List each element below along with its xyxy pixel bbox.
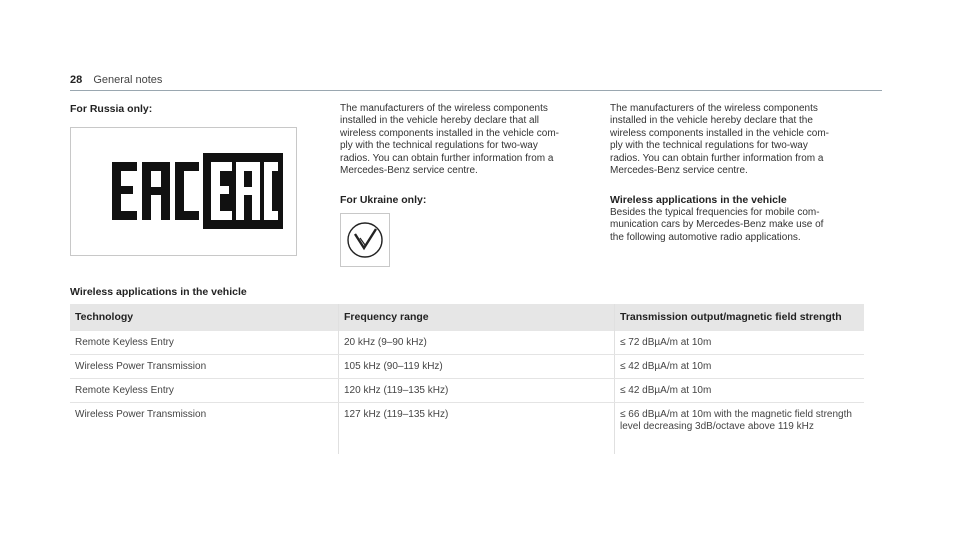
- header-divider: [70, 90, 882, 91]
- page-header: [70, 74, 162, 86]
- column-header-output: Transmission output/magnetic field strength: [615, 304, 865, 331]
- cell-output: ≤ 42 dBµA/m at 10m: [615, 355, 865, 379]
- cell-output: ≤ 42 dBµA/m at 10m: [615, 379, 865, 403]
- russia-declaration: The manufacturers of the wireless components installed in the vehicle hereby declare that all wireless components installed in the vehicle com- ply with the technical regulations for two-way radios. You can obtain further information from a Mercedes-Benz service centre.: [340, 103, 559, 177]
- cell-output: ≤ 66 dBµA/m at 10m with the magnetic field strength level decreasing 3dB/octave above 119 kHz: [615, 403, 865, 455]
- russia-heading: For Russia only:: [70, 103, 153, 115]
- wireless-heading: Wireless applications in the vehicle: [610, 194, 787, 206]
- eac-mark-icon: [71, 128, 296, 255]
- column-header-frequency: Frequency range: [339, 304, 615, 331]
- ukrsepro-mark-icon: [341, 214, 389, 266]
- cell-output: ≤ 72 dBµA/m at 10m: [615, 331, 865, 355]
- cell-frequency: 20 kHz (9–90 kHz): [339, 331, 615, 355]
- section-title: General notes: [93, 74, 163, 86]
- cell-frequency: 127 kHz (119–135 kHz): [339, 403, 615, 455]
- table-title: Wireless applications in the vehicle: [70, 286, 247, 298]
- cell-technology: Wireless Power Transmission: [75, 409, 207, 420]
- ukraine-declaration: The manufacturers of the wireless components installed in the vehicle hereby declare that the wireless components installed in the vehicle com- ply with the technical regulations for two-way radios. You can obtain further information from a Mercedes-Benz service centre.: [610, 103, 829, 177]
- wireless-intro: Besides the typical frequencies for mobile com- munication cars by Mercedes-Benz make use of the following automotive radio applications.: [610, 207, 824, 243]
- column-header-technology: Technology: [70, 304, 339, 331]
- cell-frequency: 105 kHz (90–119 kHz): [339, 355, 615, 379]
- ukraine-mark-box: [340, 213, 390, 267]
- table-header-row: [70, 304, 864, 331]
- ukraine-heading: For Ukraine only:: [340, 194, 427, 206]
- table-row: [70, 355, 864, 379]
- table-row: [70, 379, 864, 403]
- table-row: [70, 331, 864, 355]
- wireless-applications-table: [70, 304, 864, 454]
- table-row: [70, 403, 864, 455]
- cell-technology: Remote Keyless Entry: [70, 331, 339, 355]
- cell-frequency: 120 kHz (119–135 kHz): [339, 379, 615, 403]
- cell-technology: Wireless Power Transmission: [70, 355, 339, 379]
- page-number: 28: [70, 74, 83, 86]
- cell-technology: Remote Keyless Entry: [70, 379, 339, 403]
- eac-logo-box: [70, 127, 297, 256]
